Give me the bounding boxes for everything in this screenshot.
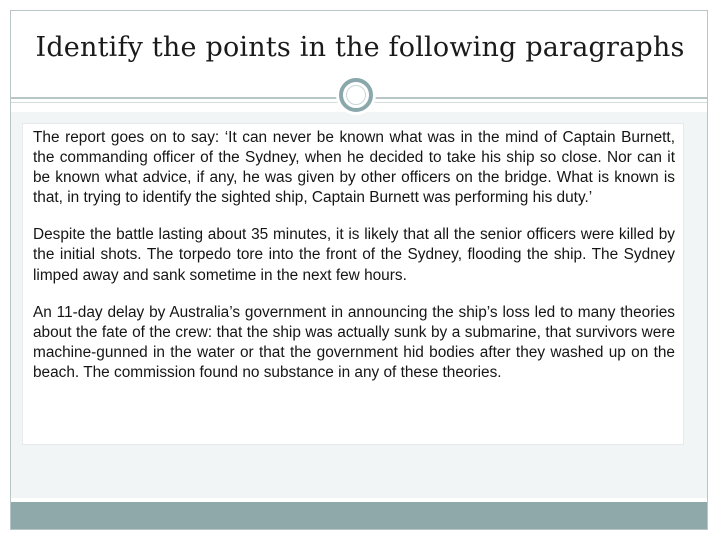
paragraph-3: An 11-day delay by Australia’s government in announcing the ship’s loss led to many theories about the fate of the crew: that the ship was actually sunk by a submarine, that survivors were machine-gunned in the water or that the government hid bodies after they washed up on the beach. The commission found no substance in any of these theories. bbox=[33, 303, 675, 381]
footer-bar bbox=[11, 502, 707, 529]
text-excerpt-panel bbox=[22, 123, 684, 445]
paragraph-2: Despite the battle lasting about 35 minutes, it is likely that all the senior officers were killed by the initial shots. The torpedo tore into the front of the Sydney, flooding the ship. The Sydney limped away and sank sometime in the next few hours. bbox=[33, 226, 675, 284]
slide-title: Identify the points in the following paragraphs bbox=[35, 32, 685, 63]
circle-ornament-icon bbox=[339, 78, 373, 112]
paragraph-1: The report goes on to say: ‘It can never be known what was in the mind of Captain Burnett, the commanding officer of the Sydney, when he decided to take his ship so close. Nor can it be known what advice, if any, he was given by other officers on the bridge. What is known is that, in trying to identify the sighted ship, Captain Burnett was performing his duty.’ bbox=[33, 129, 675, 207]
